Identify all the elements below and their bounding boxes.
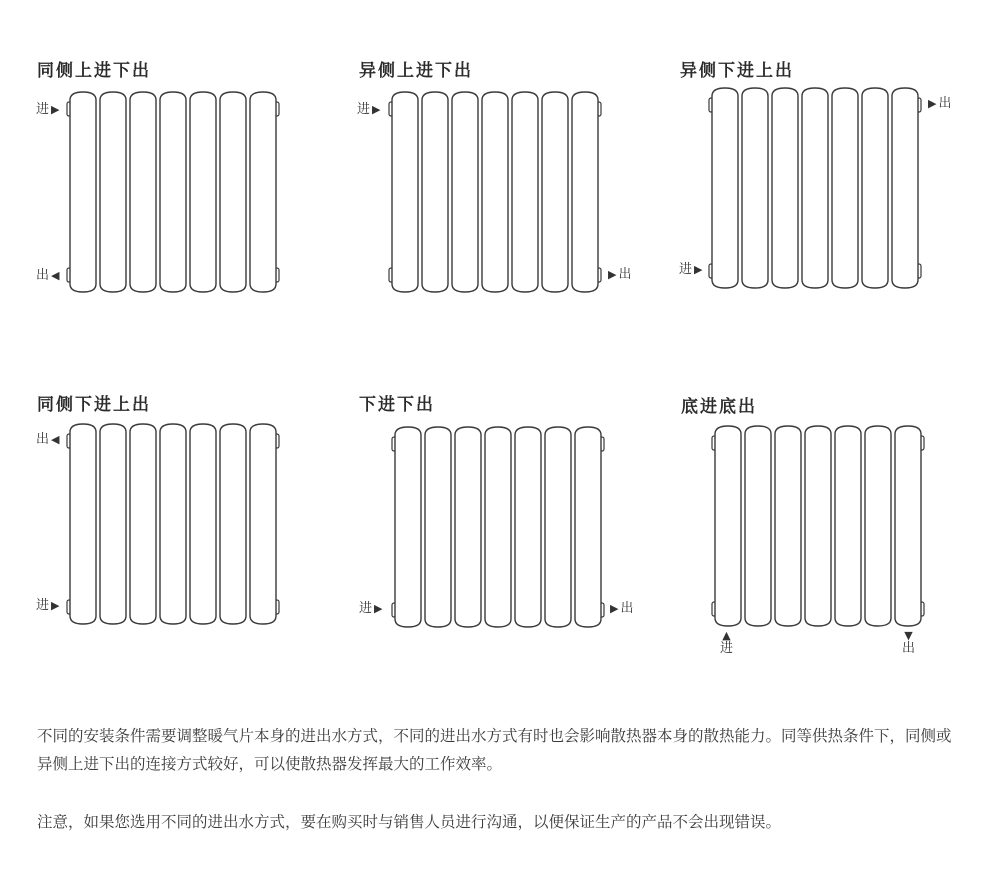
radiator-column xyxy=(895,426,921,626)
arrow-up-icon: ▲ xyxy=(722,629,731,642)
port-label: 进 xyxy=(36,102,50,117)
arrow-right-icon: ▶ xyxy=(372,103,381,116)
arrow-right-icon: ▶ xyxy=(608,268,617,281)
port-label: 出 xyxy=(902,641,916,656)
radiator-column xyxy=(835,426,861,626)
radiator-column xyxy=(775,426,801,626)
arrow-right-icon: ▶ xyxy=(610,602,619,615)
port-label: 进 xyxy=(36,598,50,613)
port-label: 出 xyxy=(36,432,50,447)
radiator-column xyxy=(805,426,831,626)
port-label: 出 xyxy=(620,601,634,616)
port-label: 出 xyxy=(36,268,50,283)
port-label: 出 xyxy=(938,96,952,111)
arrow-left-icon: ◀ xyxy=(51,433,60,446)
diagram-title: 下进下出 xyxy=(359,395,435,415)
diagram-title: 同侧下进上出 xyxy=(37,395,151,415)
radiator-column xyxy=(715,426,741,626)
port-label: 进 xyxy=(359,601,373,616)
diagram-title: 异侧上进下出 xyxy=(359,61,473,81)
diagram-title: 异侧下进上出 xyxy=(680,61,794,81)
inlet-port-label xyxy=(720,630,733,656)
radiator-column xyxy=(745,426,771,626)
port-label: 出 xyxy=(618,267,632,282)
arrow-right-icon: ▶ xyxy=(928,97,937,110)
arrow-right-icon: ▶ xyxy=(694,263,703,276)
note-paragraph: 注意，如果您选用不同的进出水方式，要在购买时与销售人员进行沟通，以便保证生产的产品不会出现错误。 xyxy=(37,812,782,831)
arrow-right-icon: ▶ xyxy=(374,602,383,615)
port-label: 进 xyxy=(679,262,693,277)
outlet-port-label xyxy=(902,630,915,656)
port-label: 进 xyxy=(720,641,734,656)
arrow-left-icon: ◀ xyxy=(51,269,60,282)
diagram-title: 底进底出 xyxy=(681,397,757,417)
diagram-title: 同侧上进下出 xyxy=(37,61,151,81)
port-label: 进 xyxy=(357,102,371,117)
arrow-right-icon: ▶ xyxy=(51,599,60,612)
arrow-down-icon: ▼ xyxy=(904,629,913,642)
radiator-column xyxy=(865,426,891,626)
description-paragraph: 不同的安装条件需要调整暖气片本身的进出水方式，不同的进出水方式有时也会影响散热器本身的散热能力。同等供热条件下，同侧或异侧上进下出的连接方式较好，可以使散热器发挥最大的工作效率。 xyxy=(37,726,952,773)
arrow-right-icon: ▶ xyxy=(51,103,60,116)
